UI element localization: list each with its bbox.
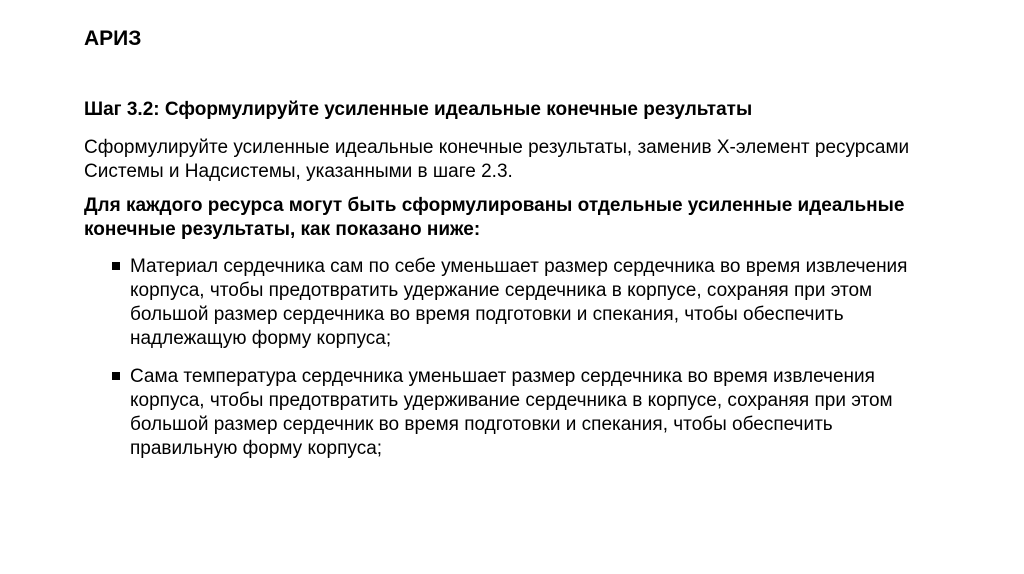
list-item xyxy=(84,365,944,461)
slide-content xyxy=(84,98,944,475)
slide-title: АРИЗ xyxy=(84,27,142,50)
square-bullet-icon xyxy=(112,372,120,380)
emphasis-paragraph: Для каждого ресурса могут быть сформулированы отдельные усиленные идеальные конечные результаты, как показано ниже: xyxy=(84,195,905,240)
bullet-list xyxy=(84,255,944,461)
square-bullet-icon xyxy=(112,262,120,270)
list-item xyxy=(84,255,944,351)
step-heading: Шаг 3.2: Сформулируйте усиленные идеальные конечные результаты xyxy=(84,99,753,120)
bullet-text: Материал сердечника сам по себе уменьшает размер сердечника во время извлечения корпуса, чтобы предотвратить удержание сердечника в корпусе, сохраняя при этом большой размер сердечника во время подготовки и спекания, чтобы обеспечить надлежащую форму корпуса; xyxy=(130,256,908,349)
intro-paragraph: Сформулируйте усиленные идеальные конечные результаты, заменив X-элемент ресурсами Системы и Надсистемы, указанными в шаге 2.3. xyxy=(84,137,910,182)
bullet-text: Сама температура сердечника уменьшает размер сердечника во время извлечения корпуса, чтобы предотвратить удерживание сердечника в корпусе, сохраняя при этом большой размер сердечник во время подготовки и спекания, чтобы обеспечить правильную форму корпуса; xyxy=(130,366,893,459)
